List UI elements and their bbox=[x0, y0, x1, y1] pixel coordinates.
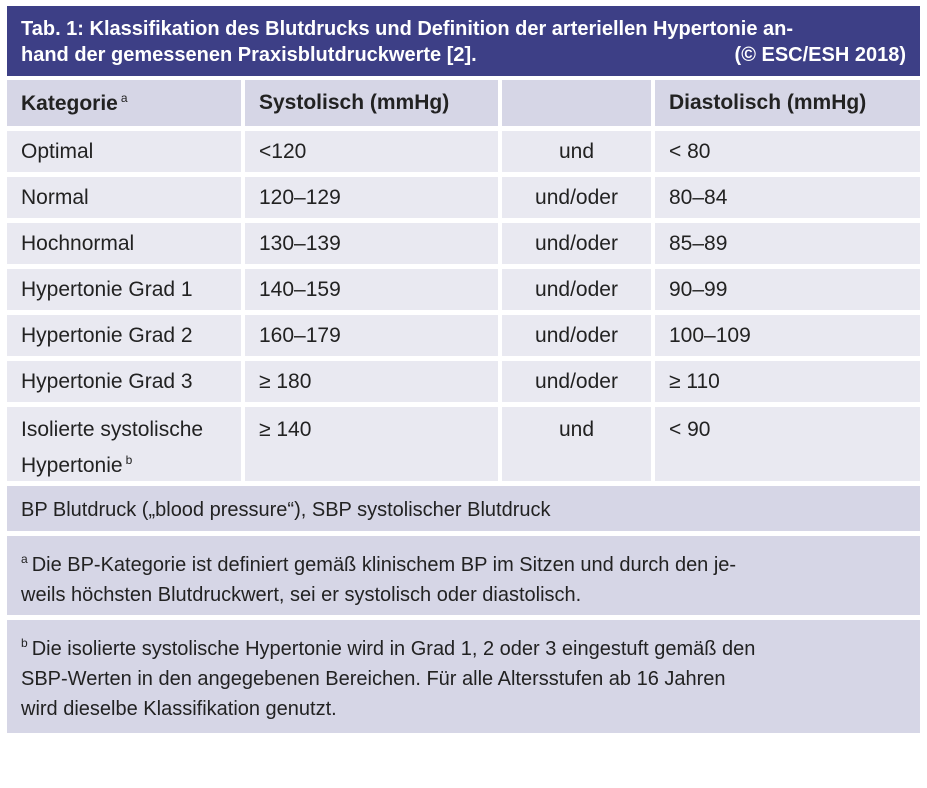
cell-category: Hypertonie Grad 2 bbox=[7, 315, 245, 361]
bp-classification-table bbox=[7, 80, 920, 486]
cell-diastolic: < 90 bbox=[655, 407, 920, 486]
cell-category: Normal bbox=[7, 177, 245, 223]
table-row bbox=[7, 131, 920, 177]
cell-connector: und/oder bbox=[502, 177, 655, 223]
cell-diastolic: < 80 bbox=[655, 131, 920, 177]
footnote-b-mark: b bbox=[21, 636, 28, 650]
cell-category: Hypertonie Grad 1 bbox=[7, 269, 245, 315]
cell-systolic: 130–139 bbox=[245, 223, 502, 269]
header-connector bbox=[502, 80, 655, 131]
cell-category: Optimal bbox=[7, 131, 245, 177]
cell-connector: und/oder bbox=[502, 361, 655, 407]
header-category: Kategorie $^a$ bbox=[7, 80, 245, 131]
cell-connector: und/oder bbox=[502, 269, 655, 315]
table-row bbox=[7, 223, 920, 269]
table-row bbox=[7, 269, 920, 315]
cell-diastolic: 90–99 bbox=[655, 269, 920, 315]
table-row bbox=[7, 407, 920, 486]
caption-copyright: (© ESC/ESH 2018) bbox=[734, 44, 906, 66]
cell-systolic: ≥ 180 bbox=[245, 361, 502, 407]
footnote-mark-b: b bbox=[125, 453, 133, 467]
table-caption bbox=[7, 6, 920, 76]
footnote-b: $^b$ Die isolierte systolische Hypertonie wird in Grad 1, 2 oder 3 eingestuft gemäß den SBP-Werten in den angegebenen Bereichen. Für alle Altersstufen ab 16 Jahren wird dieselbe Klassifikation genutzt. bbox=[7, 620, 920, 738]
caption-line-2: hand der gemessenen Praxisblutdruckwerte [2]. bbox=[21, 44, 477, 66]
footnote-a: $^a$ Die BP-Kategorie ist definiert gemäß klinischem BP im Sitzen und durch den je- weils höchsten Blutdruckwert, sei er systolisch oder diastolisch. bbox=[7, 536, 920, 620]
cell-category: Hypertonie Grad 3 bbox=[7, 361, 245, 407]
table-header-row bbox=[7, 80, 920, 131]
cell-connector: und bbox=[502, 407, 655, 486]
cell-connector: und/oder bbox=[502, 315, 655, 361]
header-systolic: Systolisch (mmHg) bbox=[245, 80, 502, 131]
cell-diastolic: 80–84 bbox=[655, 177, 920, 223]
footnote-mark-a: a bbox=[120, 90, 128, 105]
classification-table-card bbox=[7, 6, 920, 738]
table-row bbox=[7, 361, 920, 407]
cell-diastolic: ≥ 110 bbox=[655, 361, 920, 407]
cell-diastolic: 100–109 bbox=[655, 315, 920, 361]
table-row bbox=[7, 177, 920, 223]
cell-systolic: 160–179 bbox=[245, 315, 502, 361]
cell-connector: und bbox=[502, 131, 655, 177]
cell-category: Isolierte systolische Hypertonie $^b$ bbox=[7, 407, 245, 486]
cell-systolic: 120–129 bbox=[245, 177, 502, 223]
cell-connector: und/oder bbox=[502, 223, 655, 269]
cell-systolic: ≥ 140 bbox=[245, 407, 502, 486]
cell-systolic: 140–159 bbox=[245, 269, 502, 315]
cell-diastolic: 85–89 bbox=[655, 223, 920, 269]
header-diastolic: Diastolisch (mmHg) bbox=[655, 80, 920, 131]
cell-systolic: <120 bbox=[245, 131, 502, 177]
cell-category: Hochnormal bbox=[7, 223, 245, 269]
footnote-a-mark: a bbox=[21, 552, 28, 566]
caption-line-1: Tab. 1: Klassifikation des Blutdrucks und Definition der arteriellen Hypertonie an- bbox=[21, 18, 793, 40]
table-row bbox=[7, 315, 920, 361]
footnote-abbreviations: BP Blutdruck („blood pressure“), SBP systolischer Blutdruck bbox=[7, 486, 920, 536]
